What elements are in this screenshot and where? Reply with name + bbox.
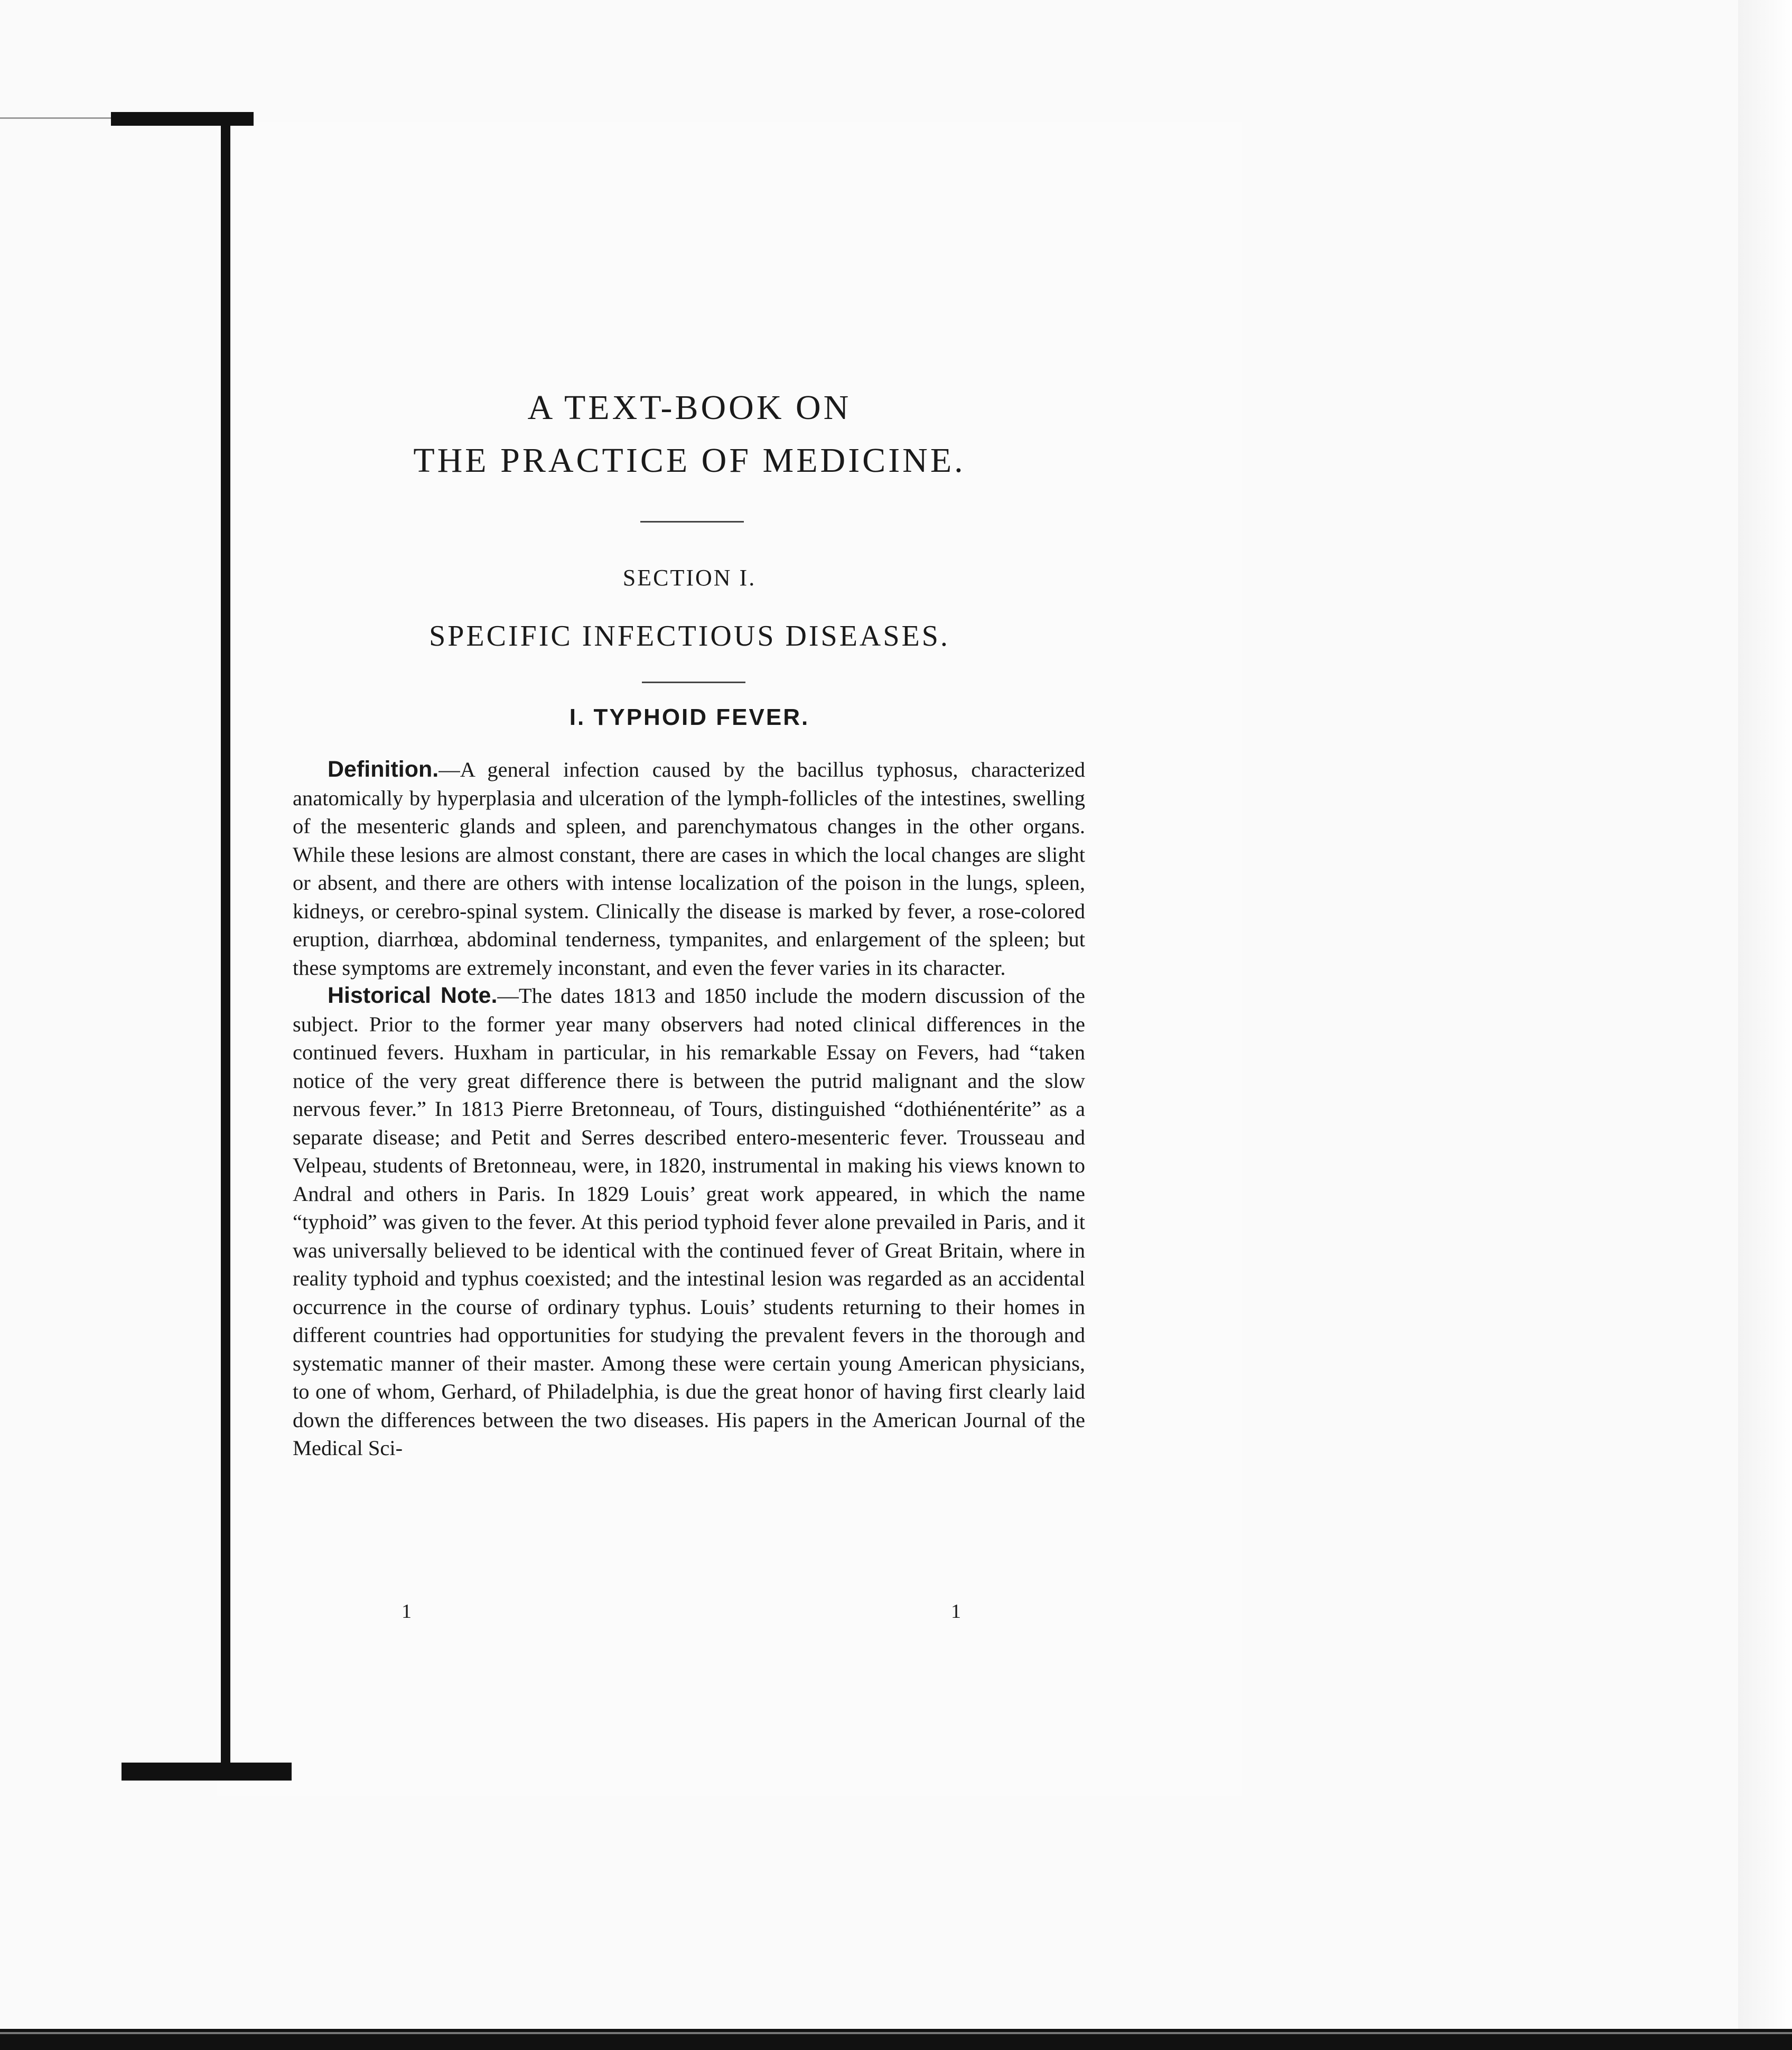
paragraph-historical-note [293, 982, 1085, 1462]
body-text [293, 756, 1085, 1462]
page-number-left: 1 [402, 1600, 412, 1623]
book-title-line-2: THE PRACTICE OF MEDICINE. [413, 441, 966, 480]
paragraph-text: —A general infection caused by the bacillus typhosus, characterized anatomically by hyperplasia and ulceration of the lymph-follicles of the intestines, swelling of the mesenteric glands and spleen, and parenchymatous changes in the other organs. While these lesions are almost constant, there are cases in which the local changes are slight or absent, and there are others with intense localization of the poison in the lungs, spleen, kidneys, or cerebro-spinal system. Clinically the disease is marked by fever, a rose-colored eruption, diarrhœa, abdominal tenderness, tympanites, and enlargement of the spleen; but these symptoms are extremely inconstant, and even the fever varies in its character. [293, 758, 1085, 980]
section-divider [642, 682, 745, 683]
paragraph-text: —The dates 1813 and 1850 include the modern discussion of the subject. Prior to the former year many observers had noted clinical differences in the continued fevers. Huxham in particular, in his remarkable Essay on Fevers, had “taken notice of the very great difference there is between the putrid malignant and the slow nervous fever.” In 1813 Pierre Bretonneau, of Tours, distinguished “dothiénentérite” as a separate disease; and Petit and Serres described entero-mesenteric fever. Trousseau and Velpeau, students of Bretonneau, were, in 1820, instrumental in making his views known to Andral and others in Paris. In 1829 Louis’ great work appeared, in which the name “typhoid” was given to the fever. At this period typhoid fever alone prevailed in Paris, and it was universally believed to be identical with the continued fever of Great Britain, where in reality typhoid and typhus coexisted; and the intestinal lesion was regarded as an accidental occurrence in the course of ordinary typhus. Louis’ students returning to their homes in different countries had opportunities for studying the prevalent fevers in the thorough and systematic manner of their master. Among these were certain young American physicians, to one of whom, Gerhard, of Philadelphia, is due the great honor of having first clearly laid down the differences between the two diseases. His papers in the American Journal of the Medical Sci- [293, 984, 1085, 1460]
paragraph-definition [293, 756, 1085, 982]
scan-margin-line [0, 117, 111, 119]
chapter-title: I. TYPHOID FEVER. [569, 704, 810, 730]
binding-bracket-spine [221, 112, 230, 1771]
section-label: SECTION I. [622, 565, 757, 591]
section-title: SPECIFIC INFECTIOUS DISEASES. [429, 620, 950, 653]
binding-bracket-top [111, 112, 254, 126]
binding-bracket-bottom [122, 1763, 292, 1781]
paragraph-lead: Definition. [328, 757, 439, 782]
title-divider [640, 521, 744, 523]
page-number-right: 1 [951, 1600, 961, 1623]
page-edge-shadow [1738, 0, 1792, 2050]
paragraph-lead: Historical Note. [328, 983, 498, 1008]
book-title [317, 381, 1062, 487]
scan-bottom-band-line [0, 2032, 1792, 2034]
book-title-line-1: A TEXT-BOOK ON [527, 388, 852, 427]
